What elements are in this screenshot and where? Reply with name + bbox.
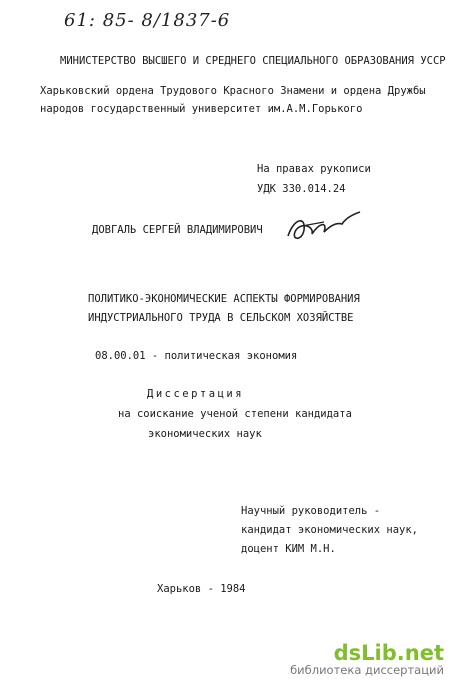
degree-line2: экономических наук [148, 428, 262, 440]
supervisor-line1: Научный руководитель - [241, 505, 381, 517]
city-year: Харьков - 1984 [157, 583, 246, 595]
handwritten-archive-number: 61: 85- 8/1837-6 [64, 10, 231, 31]
dissertation-label: Диссертация [147, 388, 245, 400]
ministry-header: МИНИСТЕРСТВО ВЫСШЕГО И СРЕДНЕГО СПЕЦИАЛЬНОГО ОБРАЗОВАНИЯ УССР [60, 55, 446, 67]
university-name-line2: народов государственный университет им.А.М.Горького [40, 103, 363, 115]
dissertation-title-line2: ИНДУСТРИАЛЬНОГО ТРУДА В СЕЛЬСКОМ ХОЗЯЙСТВЕ [88, 312, 354, 324]
watermark [290, 641, 444, 677]
watermark-logo: dsLib.net [333, 641, 444, 665]
supervisor-line3: доцент КИМ М.Н. [241, 543, 336, 555]
manuscript-rights: На правах рукописи [257, 163, 371, 175]
author-name: ДОВГАЛЬ СЕРГЕЙ ВЛАДИМИРОВИЧ [92, 224, 263, 236]
udk-code: УДК 330.014.24 [257, 183, 346, 195]
dissertation-title-line1: ПОЛИТИКО-ЭКОНОМИЧЕСКИЕ АСПЕКТЫ ФОРМИРОВАНИЯ [88, 293, 360, 305]
specialty-code: 08.00.01 - политическая экономия [95, 350, 298, 362]
author-signature [284, 208, 364, 248]
watermark-subtitle: библиотека диссертаций [290, 663, 444, 677]
degree-line1: на соискание ученой степени кандидата [118, 408, 352, 420]
university-name-line1: Харьковский ордена Трудового Красного Знамени и ордена Дружбы [40, 85, 426, 97]
supervisor-line2: кандидат экономических наук, [241, 524, 419, 536]
